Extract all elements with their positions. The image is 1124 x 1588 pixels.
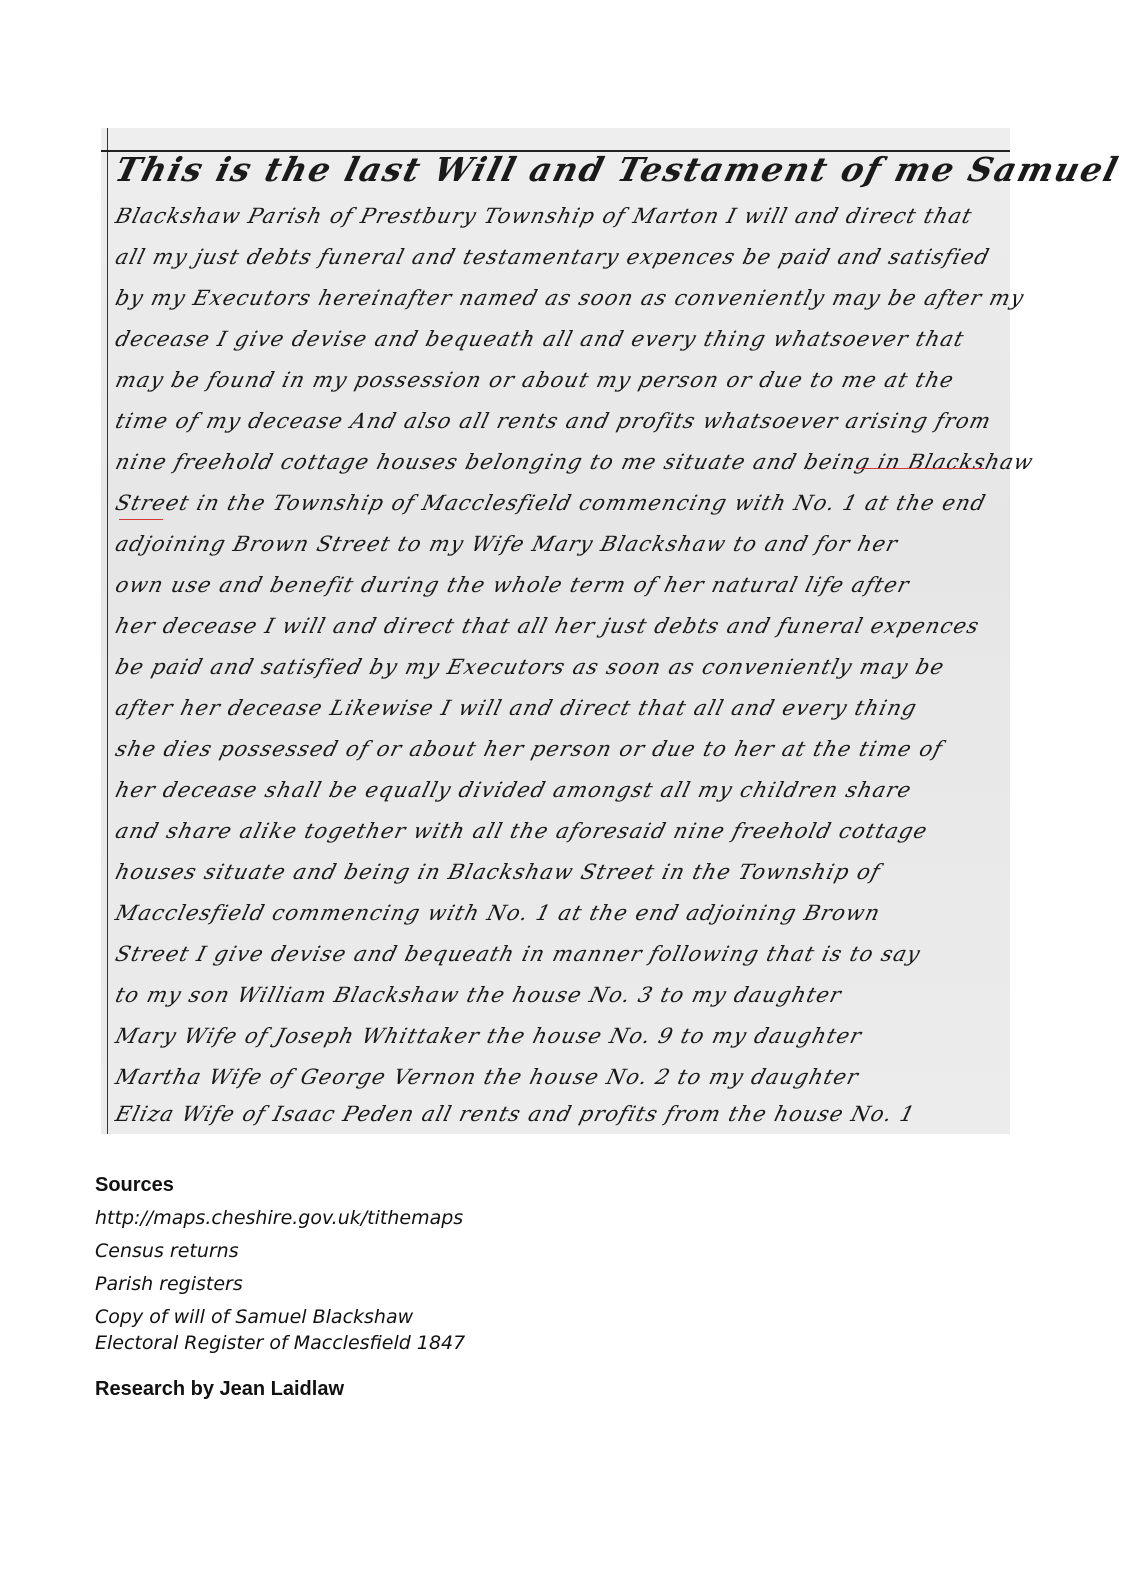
manuscript-line: time of my decease And also all rents and profits whatsoever arising from bbox=[112, 409, 995, 433]
manuscript-line: nine freehold cottage houses belonging to me situate and being in Blackshaw bbox=[112, 450, 1037, 474]
manuscript-line: to my son William Blackshaw the house No. 3 to my daughter bbox=[112, 983, 845, 1007]
manuscript-line: Eliza Wife of Isaac Peden all rents and profits from the house No. 1 bbox=[112, 1102, 918, 1126]
manuscript-margin-line bbox=[107, 128, 108, 1134]
source-item: Parish registers bbox=[95, 1273, 243, 1295]
source-item: Census returns bbox=[95, 1240, 239, 1262]
manuscript-line: Street in the Township of Macclesfield commencing with No. 1 at the end bbox=[112, 491, 989, 515]
manuscript-line: Street I give devise and bequeath in manner following that is to say bbox=[112, 942, 924, 966]
source-link[interactable]: http://maps.cheshire.gov.uk/tithemaps bbox=[95, 1207, 464, 1229]
research-credit: Research by Jean Laidlaw bbox=[95, 1378, 345, 1400]
manuscript-line: own use and benefit during the whole term of her natural life after bbox=[112, 573, 913, 597]
manuscript-line: all my just debts funeral and testamentary expences be paid and satisfied bbox=[112, 245, 993, 269]
annotation-underline bbox=[856, 468, 984, 469]
manuscript-line: Martha Wife of George Vernon the house No. 2 to my daughter bbox=[112, 1065, 862, 1089]
sources-section bbox=[95, 1172, 795, 1402]
manuscript-line: by my Executors hereinafter named as soon as conveniently may be after my bbox=[112, 286, 1027, 310]
manuscript-line: after her decease Likewise I will and direct that all and every thing bbox=[112, 696, 920, 720]
manuscript-line: houses situate and being in Blackshaw Street in the Township of bbox=[112, 860, 884, 884]
manuscript-line: Macclesfield commencing with No. 1 at the end adjoining Brown bbox=[112, 901, 884, 925]
manuscript-line: her decease shall be equally divided amongst all my children share bbox=[112, 778, 915, 802]
annotation-underline bbox=[119, 519, 163, 520]
manuscript-line: adjoining Brown Street to my Wife Mary Blackshaw to and for her bbox=[112, 532, 901, 556]
manuscript-line: be paid and satisfied by my Executors as soon as conveniently may be bbox=[112, 655, 948, 679]
manuscript-line: Blackshaw Parish of Prestbury Township of Marton I will and direct that bbox=[112, 204, 976, 228]
manuscript-line: her decease I will and direct that all her just debts and funeral expences bbox=[112, 614, 983, 638]
sources-heading: Sources bbox=[95, 1174, 174, 1196]
manuscript-line: This is the last Will and Testament of me Samuel bbox=[111, 150, 1124, 189]
manuscript-line: she dies possessed of or about her person or due to her at the time of bbox=[112, 737, 946, 761]
manuscript-line: Mary Wife of Joseph Whittaker the house No. 9 to my daughter bbox=[112, 1024, 865, 1048]
manuscript-line: and share alike together with all the aforesaid nine freehold cottage bbox=[112, 819, 931, 843]
manuscript-line: may be found in my possession or about my person or due to me at the bbox=[112, 368, 958, 392]
source-item: Copy of will of Samuel Blackshaw bbox=[95, 1306, 414, 1328]
manuscript-line: decease I give devise and bequeath all and every thing whatsoever that bbox=[112, 327, 968, 351]
source-item: Electoral Register of Macclesfield 1847 bbox=[95, 1332, 466, 1354]
will-manuscript-image bbox=[101, 128, 1124, 1134]
